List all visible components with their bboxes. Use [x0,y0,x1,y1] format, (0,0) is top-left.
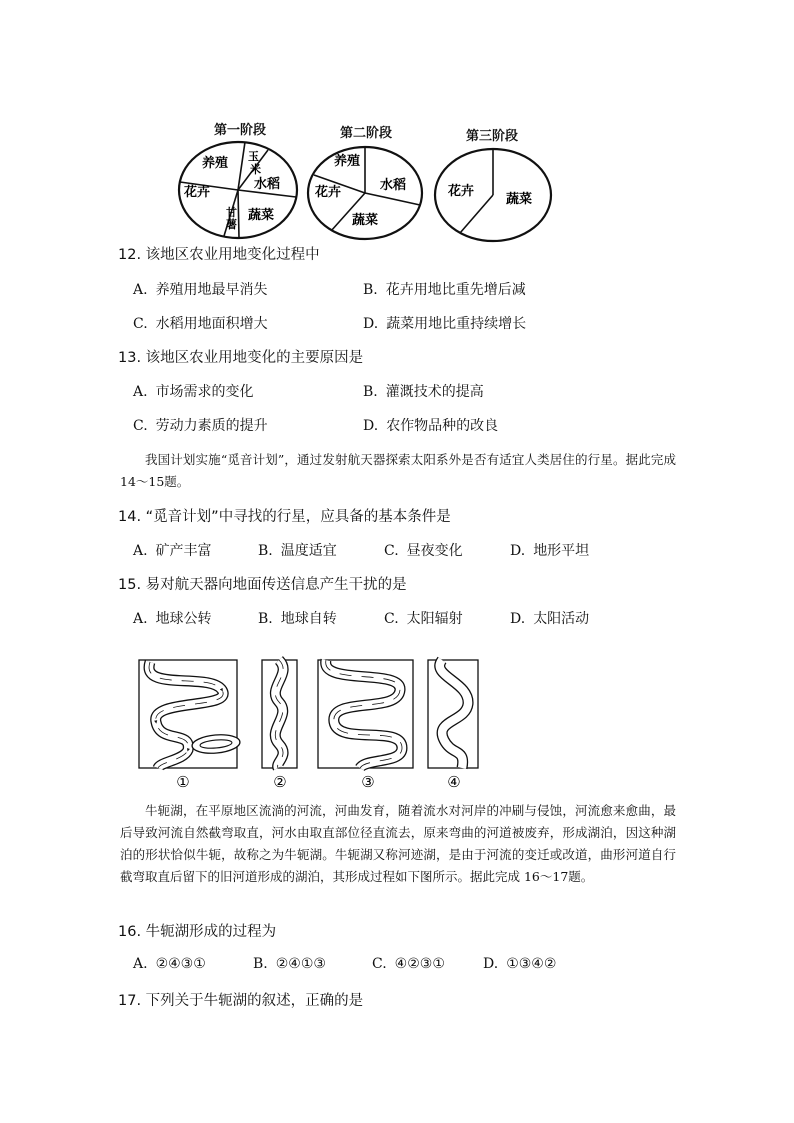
river-label-3: ③ [361,773,375,791]
river-label-1: ① [176,773,190,791]
q14-option-a-text: 矿产丰富 [155,543,212,559]
stage-2-title: 第二阶段 [340,126,393,141]
river-label-4: ④ [447,773,461,791]
river-figure-3 [318,660,413,768]
q12-option-c-letter: C. [133,316,148,332]
q13-option-b-letter: B. [363,384,378,400]
q15-option-b-text: 地球自转 [280,611,337,627]
river-meander-figure [130,652,490,797]
pie-stage-1 [179,142,297,238]
q16-stem: 16. 牛轭湖形成的过程为 [118,924,277,940]
passage-16-17: 牛轭湖，在平原地区流淌的河流，河曲发育，随着流水对河岸的冲刷与侵蚀，河流愈来愈曲，最后导致河流自然截弯取直，河水由取直部位径直流去，原来弯曲的河道被废弃，形成湖泊，因这种湖泊的形状恰似牛轭，故称之为牛轭湖。牛轭湖又称河迹湖，是由于河流的变迁或改道，曲形河道自行截弯取直后留下的旧河道形成的湖泊，其形成过程如下图所示。据此完成 16～17题。 [120,803,676,884]
river-figure-4 [428,660,478,768]
q13-option-d[interactable] [363,415,498,435]
pie1-label-shucai: 蔬菜 [248,208,275,223]
q16-option-a-text: ②④③① [155,956,206,972]
q13-option-c[interactable] [133,415,268,435]
q16-option-c[interactable] [372,956,445,972]
q12-stem: 12. 该地区农业用地变化过程中 [118,247,320,263]
pie1-label-ganshu-1: 甘 [226,206,237,219]
q16-option-c-text: ④②③① [394,956,445,972]
q15-option-c-letter: C. [384,611,399,627]
q16-option-b-letter: B. [253,956,268,972]
q14-option-c-letter: C. [384,543,399,559]
q14-option-a-letter: A. [133,543,148,559]
q13-option-a-letter: A. [133,384,148,400]
q15-option-c-text: 太阳辐射 [406,611,463,627]
q16-option-b[interactable] [253,956,326,972]
q15-option-d-text: 太阳活动 [533,611,590,627]
q16-option-b-text: ②④①③ [275,956,326,972]
stage-1-title: 第一阶段 [214,123,267,138]
q13-option-c-text: 劳动力素质的提升 [155,418,268,434]
q14-option-d-text: 地形平坦 [533,543,590,559]
q14-option-d[interactable] [510,540,589,560]
q12-option-b[interactable] [363,279,526,299]
q17-stem: 17. 下列关于牛轭湖的叙述，正确的是 [118,993,364,1009]
pie1-label-huahui: 花卉 [184,185,211,200]
passage-14-15: 我国计划实施“觅音计划”，通过发射航天器探索太阳系外是否有适宜人类居住的行星。据此完成 14～15题。 [120,452,676,489]
q12-option-b-text: 花卉用地比重先增后减 [385,282,526,298]
pie1-label-yangzhi: 养殖 [202,156,229,171]
q14-option-b-text: 温度适宜 [280,543,337,559]
pie1-label-ganshu-2: 薯 [226,218,237,231]
q16-option-d-letter: D. [483,956,499,972]
q13-option-c-letter: C. [133,418,148,434]
stage-3-title: 第三阶段 [466,129,519,144]
q13-option-a-text: 市场需求的变化 [155,384,254,400]
q14-option-c-text: 昼夜变化 [406,543,463,559]
q14-option-a[interactable] [133,540,212,560]
q12-option-d-text: 蔬菜用地比重持续增长 [386,316,527,332]
q16-option-d-text: ①③④② [506,956,557,972]
q12-option-d[interactable] [363,313,526,333]
q16-option-a[interactable] [133,956,206,972]
q15-option-d[interactable] [510,608,589,628]
river-label-2: ② [273,773,287,791]
river-figure-1 [139,660,241,768]
q13-option-a[interactable] [133,381,254,401]
q14-option-b-letter: B. [258,543,273,559]
q14-option-c[interactable] [384,540,463,560]
q12-option-d-letter: D. [363,316,379,332]
river-figure-2 [262,660,297,768]
q15-option-b-letter: B. [258,611,273,627]
q13-option-d-letter: D. [363,418,379,434]
q14-option-b[interactable] [258,540,337,560]
q12-option-a[interactable] [133,279,268,299]
q16-option-a-letter: A. [133,956,148,972]
pie-charts-svg [170,115,570,245]
q15-stem: 15. 易对航天器向地面传送信息产生干扰的是 [118,577,407,593]
q16-option-d[interactable] [483,956,556,972]
q13-stem: 13. 该地区农业用地变化的主要原因是 [118,350,364,366]
q12-option-a-text: 养殖用地最早消失 [155,282,268,298]
q15-option-b[interactable] [258,608,337,628]
pie2-label-shuidao: 水稻 [380,178,407,193]
q13-option-b-text: 灌溉技术的提高 [385,384,484,400]
pie2-label-huahui: 花卉 [315,185,342,200]
q12-option-a-letter: A. [133,282,148,298]
pie-chart-figure [170,115,570,245]
pie1-label-shuidao: 水稻 [254,177,281,192]
q14-option-d-letter: D. [510,543,526,559]
q12-option-c[interactable] [133,313,268,333]
pie1-label-yumi-1: 玉 [248,150,259,163]
q16-option-c-letter: C. [372,956,387,972]
q15-option-a-letter: A. [133,611,148,627]
q13-option-b[interactable] [363,381,484,401]
pie-stage-3 [435,149,551,241]
q13-option-d-text: 农作物品种的改良 [386,418,499,434]
pie3-label-huahui: 花卉 [448,184,475,199]
pie-stage-2 [308,147,422,239]
q15-option-c[interactable] [384,608,463,628]
q12-option-c-text: 水稻用地面积增大 [155,316,268,332]
pie2-label-yangzhi: 养殖 [334,154,361,169]
pie2-label-shucai: 蔬菜 [352,213,379,228]
q15-option-d-letter: D. [510,611,526,627]
q15-option-a[interactable] [133,608,212,628]
pie1-label-yumi-2: 米 [250,163,261,176]
pie3-label-shucai: 蔬菜 [506,192,533,207]
q12-option-b-letter: B. [363,282,378,298]
q14-stem: 14. “觅音计划”中寻找的行星，应具备的基本条件是 [118,509,451,525]
q15-option-a-text: 地球公转 [155,611,212,627]
